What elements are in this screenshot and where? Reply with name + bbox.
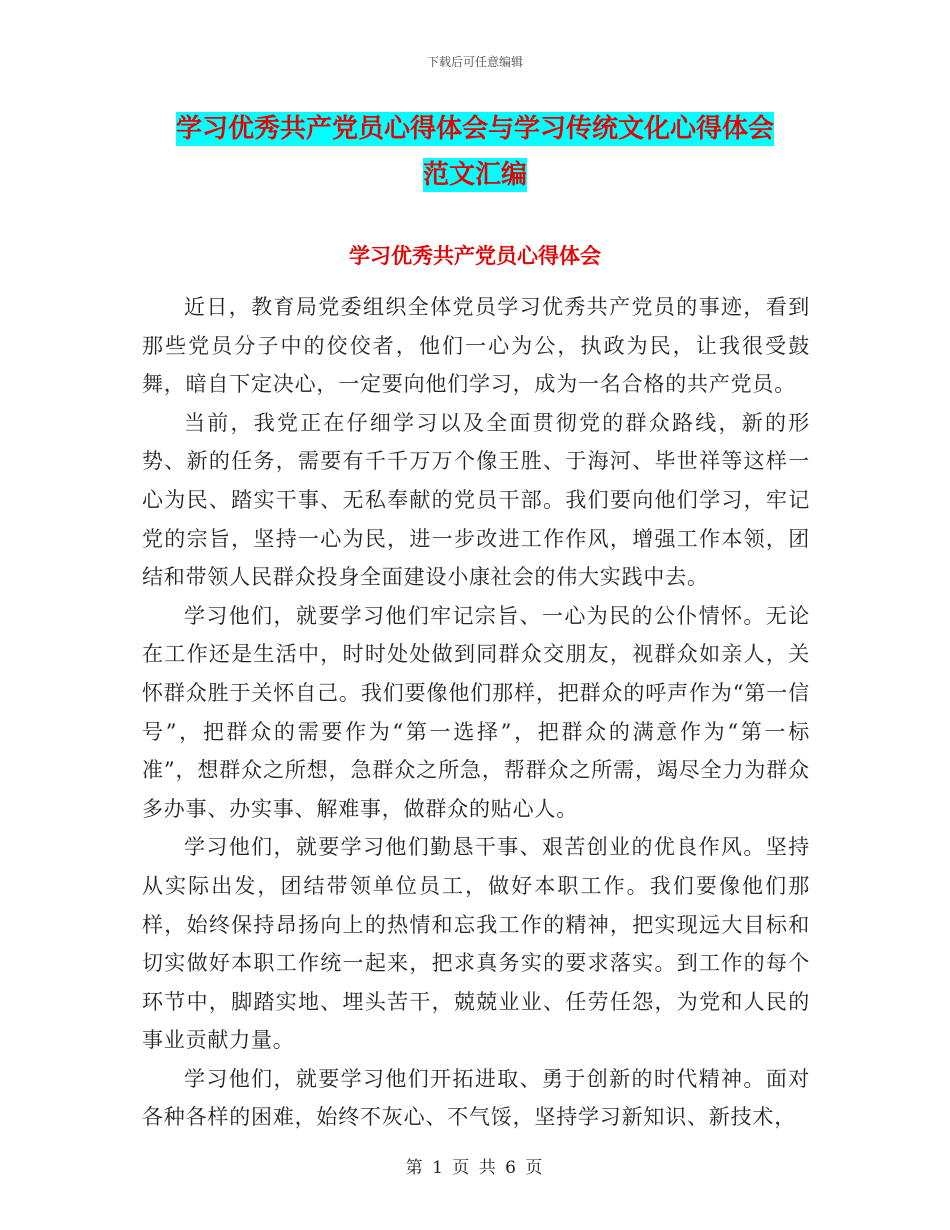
header-note: 下载后可任意编辑 xyxy=(426,55,523,69)
paragraph: 学习他们，就要学习他们勤恳干事、艰苦创业的优良作风。坚持从实际出发，团结带领单位员工，做好本职工作。我们要像他们那样，始终保持昂扬向上的热情和忘我工作的精神，把实现远大目标和切实做好本职工作统一起来，把求真务实的要求落实。到工作的每个环节中，脚踏实地、埋头苦干，兢兢业业、任劳任怨，为党和人民的事业贡献力量。 xyxy=(142,835,810,1053)
paragraph: 学习他们，就要学习他们开拓进取、勇于创新的时代精神。面对各种各样的困难，始终不灰心、不气馁，坚持学习新知识、新技术， xyxy=(142,1066,810,1130)
document-title-line-1: 学习优秀共产党员心得体会与学习传统文化心得体会 xyxy=(175,114,774,144)
document-title-line-2: 范文汇编 xyxy=(422,160,527,190)
paragraph: 近日，教育局党委组织全体党员学习优秀共产党员的事迹，看到那些党员分子中的佼佼者，他们一心为公，执政为民，让我很受鼓舞，暗自下定决心，一定要向他们学习，成为一名合格的共产党员。 xyxy=(142,295,810,397)
section-heading: 学习优秀共产党员心得体会 xyxy=(349,244,601,268)
page-number: 第 1 页 共 6 页 xyxy=(405,1158,545,1178)
paragraph: 当前，我党正在仔细学习以及全面贯彻党的群众路线，新的形势、新的任务，需要有千千万万个像王胜、于海河、毕世祥等这样一心为民、踏实干事、无私奉献的党员干部。我们要向他们学习，牢记党的宗旨，坚持一心为民，进一步改进工作作风，增强工作本领，团结和带领人民群众投身全面建设小康社会的伟大实践中去。 xyxy=(142,410,810,590)
paragraph: 学习他们，就要学习他们牢记宗旨、一心为民的公仆情怀。无论在工作还是生活中，时时处处做到同群众交朋友，视群众如亲人，关怀群众胜于关怀自己。我们要像他们那样，把群众的呼声作为“第一信号”，把群众的需要作为“第一选择”，把群众的满意作为“第一标准”，想群众之所想，急群众之所急，帮群众之所需，竭尽全力为群众多办事、办实事、解难事，做群众的贴心人。 xyxy=(142,603,810,821)
document-title xyxy=(140,106,810,198)
document-body xyxy=(142,288,810,1137)
